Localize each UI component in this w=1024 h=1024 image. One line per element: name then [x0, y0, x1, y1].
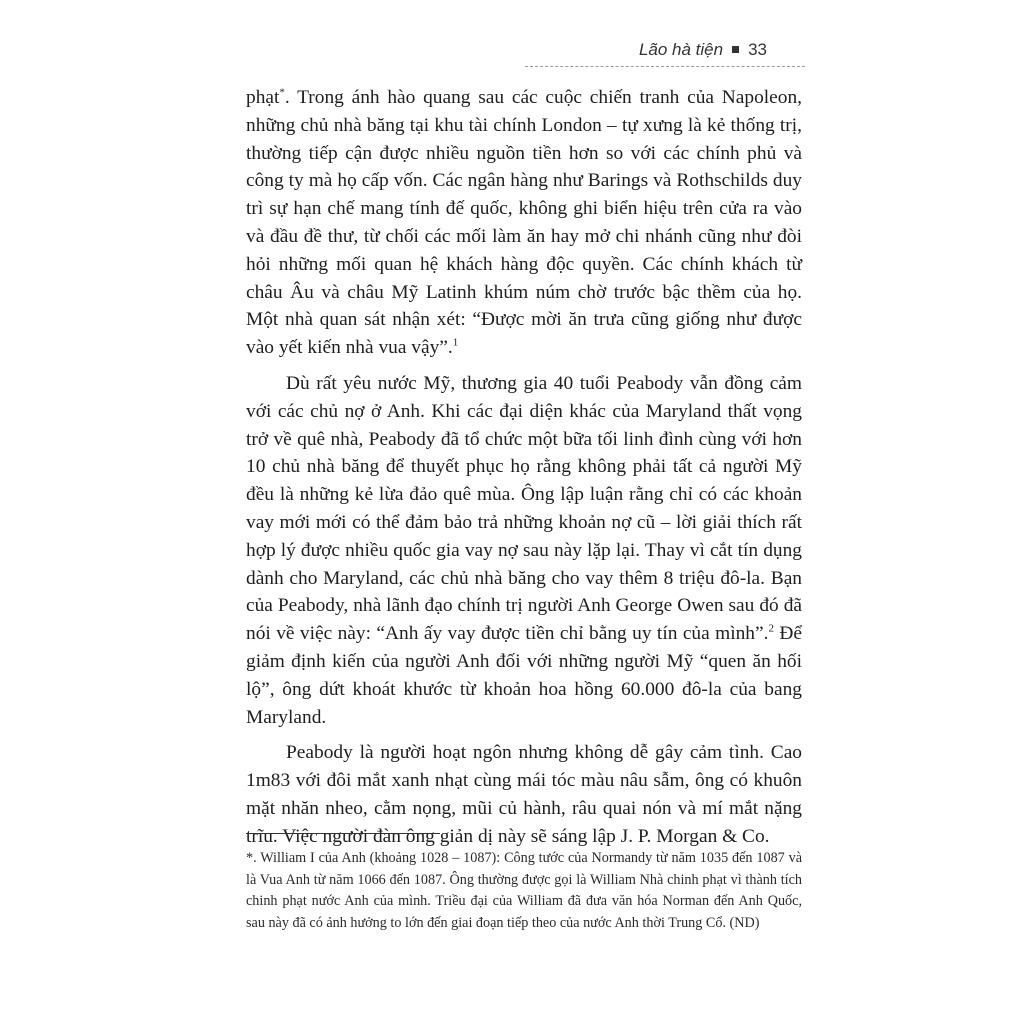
- footnote-text: *. William I của Anh (khoảng 1028 – 1087): Công tước của Normandy từ năm 1035 đến 1087 và là Vua Anh từ năm 1066 đến 1087. Ông thường được gọi là William Nhà chinh phạt vì thành tích chinh phạt nước Anh của mình. Triều đại của William đã đưa văn hóa Norman đến Anh Quốc, sau này đã có ảnh hưởng to lớn đến giai đoạn tiếp theo của nước Anh thời Trung Cổ. (ND): [246, 850, 802, 931]
- header-dashed-rule: [525, 66, 805, 67]
- paragraph-text: Dù rất yêu nước Mỹ, thương gia 40 tuổi Peabody vẫn đồng cảm với các chủ nợ ở Anh. Khi các đại diện khác của Maryland thất vọng trở về quê nhà, Peabody đã tổ chức một bữa tối linh đình cùng với hơn 10 chủ nhà băng để thuyết phục họ rằng không phải tất cả người Mỹ đều là những kẻ lừa đảo quê mùa. Ông lập luận rằng chỉ có các khoản vay mới mới có thể đảm bảo trả những khoản nợ cũ – lời giải thích rất hợp lý được nhiều quốc gia vay nợ sau này lặp lại. Thay vì cắt tín dụng dành cho Maryland, các chủ nhà băng cho vay thêm 8 triệu đô-la. Bạn của Peabody, nhà lãnh đạo chính trị người Anh George Owen sau đó đã nói về việc này: “Anh ấy vay được tiền chỉ bằng uy tín của mình”.: [246, 372, 802, 645]
- paragraph: [246, 370, 802, 731]
- paragraph-text: phạt: [246, 87, 280, 108]
- paragraph-text: Peabody là người hoạt ngôn nhưng không dễ gây cảm tình. Cao 1m83 với đôi mắt xanh nhạt cùng mái tóc màu nâu sẫm, ông có khuôn mặt nhăn nheo, cằm nọng, mũi củ hành, râu quai nón và mí mắt nặng trĩu. Việc người đàn ông giản dị này sẽ sáng lập J. P. Morgan & Co.: [246, 742, 802, 847]
- endnote-marker: 1: [452, 336, 459, 349]
- chapter-title: Lão hà tiện: [638, 40, 724, 59]
- square-bullet-icon: [732, 46, 739, 53]
- running-header: [525, 38, 805, 66]
- endnote-marker: 2: [768, 622, 774, 635]
- paragraph-text: . Trong ánh hào quang sau các cuộc chiến tranh của Napoleon, những chủ nhà băng tại khu tài chính London – tự xưng là kẻ thống trị, thường tiếp cận được nhiều nguồn tiền hơn so với các chính phủ và công ty mà họ cấp vốn. Các ngân hàng như Barings và Rothschilds duy trì sự hạn chế mang tính đế quốc, không ghi biển hiệu trên cửa ra vào và đầu đề thư, từ chối các mối làm ăn hay mở chi nhánh cũng như đòi hỏi những mối quan hệ khách hàng độc quyền. Các chính khách từ châu Âu và châu Mỹ Latinh khúm núm chờ trước bậc thềm của họ. Một nhà quan sát nhận xét: “Được mời ăn trưa cũng giống như được vào yết kiến nhà vua vậy”.: [246, 87, 802, 359]
- footnote-divider: [246, 833, 440, 834]
- page-number: 33: [748, 40, 767, 59]
- footnote: [246, 848, 802, 934]
- main-text: [246, 84, 802, 851]
- footnote-marker: *: [279, 86, 285, 99]
- paragraph: [246, 84, 802, 362]
- paragraph-text: Để giảm định kiến của người Anh đối với những người Mỹ “quen ăn hối lộ”, ông dứt khoát khước từ khoản hoa hồng 60.000 đô-la của bang Maryland.: [246, 623, 802, 728]
